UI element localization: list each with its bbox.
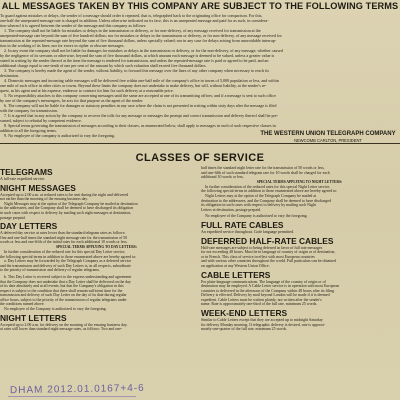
class-text-line: its obligation in such cases with respect to delivery by mailing such Night [201,203,316,208]
term-line: one-half the unrepeated message rate is charged in addition. Unless otherwise indicated on its face, this is an unrepeated message and paid for as such, in considera- [0,18,269,23]
class-text-line: for not exceeding 48 hours. Must be in language of country of origin or of destination, [201,250,336,255]
term-line: tion in the working of its lines; nor for errors in cipher or obscure messages. [0,43,125,48]
term-line: 1. The company shall not be liable for mistakes or delays in the transmission or delivery, or for non-delivery, of any message received for transmission at the [4,28,261,33]
class-title: NIGHT MESSAGES [0,182,76,193]
class-text-line: b. This Day Letter is received subject to the express understanding and agreement [4,274,132,279]
class-text-line: postage prepaid. [0,215,26,220]
class-text-line: for delivery Monday morning. If telegraphic delivery is desired, rate is approxi- [201,322,326,327]
class-title: TELEGRAMS [0,167,53,177]
class-text-line: to the priority of transmission and delivery of regular telegrams. [0,268,100,273]
term-line: by one of the company's messengers, he acts for that purpose as the agent of the sender. [0,98,144,103]
term-line: additional charge equal to one-tenth of one per cent of the amount by which such valuation shall exceed five thousand dollars. [0,63,207,68]
class-text-line: respect is subject to the condition that there shall remain sufficient time for the [0,288,123,293]
class-text-line: or in French. This class of service in effect with most European countries [201,254,315,259]
class-text-line: One and one-half times the standard night message rate for the transmission of 50 [0,235,128,240]
term-line: one mile of such office in other cities or towns. Beyond these limits the company does not undertake to make delivery, but will, without liability, at the sender's re- [0,83,267,88]
class-text-line: half times the standard night letter rate for the transmission of 50 words or less, [201,166,325,170]
classes-heading: CLASSES OF SERVICE [135,152,265,164]
left-column [0,166,193,332]
term-line: 7. It is agreed that in any action by the company to recover the tolls for any message or messages the prompt and correct transmission and delivery thereof shall be pre- [4,113,279,118]
class-subheading: SPECIAL TERMS APPLYING TO DAY LETTERS: [56,244,137,249]
class-text-line: the following special terms in addition to those enumerated above are hereby agreed to: [201,189,338,194]
class-text-line: Half-rate messages are subject to being deferred in favor of full rate messages [201,245,323,250]
term-line: transmission at the repeated-message rate beyond the sum of five thousand dollars, unless specially valued; nor in any case for delays arising from unavoidable interrup- [0,38,277,43]
archive-stamp: DHAM 2012.01.0167+4-6 [9,382,145,397]
terms-heading: ALL MESSAGES TAKEN BY THIS COMPANY ARE SUBJECT TO THE FOLLOWING TERMS [1,1,399,11]
term-line: sumed, subject to rebuttal by competent evidence. [0,118,82,123]
class-title: DAY LETTERS [0,221,58,232]
class-text-line: a. Day Letters may be forwarded by the Telegraph Company as a deferred service [4,259,132,264]
class-title: CABLE LETTERS [201,269,271,280]
class-text-line: mately one-quarter of the full rate, minimum 25 words. [201,327,288,332]
company-name: THE WESTERN UNION TELEGRAPH COMPANY [260,131,396,137]
term-line: destination. [0,73,19,78]
term-line: 6. The company will not be liable for damages or statutory penalties in any case where the claim is not presented in writing within sixty days after the message is filed [4,103,277,108]
class-text-line: not earlier than the morning of the ensuing business day. [0,197,88,202]
class-text-line: countries to delivered in the afternoon of the Company within 48 hours after its filing. [201,288,335,293]
class-text-line: In further consideration of the reduced rate for this special Day Letter service, [4,249,126,254]
class-text-line: and one-fifth of such standard telegram rate for 10 words shall be charged for each [201,170,330,175]
class-text-line: at rates still lower than standard night message rates, as follows: Two and one- [0,327,123,332]
class-text-line: words or less and one-fifth of the initial rates for each additional 10 words or less. [0,240,128,245]
class-text-line: destination to the addressees, and the Company shall be deemed to have discharged [201,198,331,203]
term-line: 5. No responsibility attaches to this company concerning messages until the same are accepted at one of its transmitting offices; and if a message is sent to such office [4,93,276,98]
term-line: 3. The company is hereby made the agent of the sender, without liability, to forward this message over the lines of any other company when necessary to reach its [4,68,269,73]
class-text-line: of its date absolutely and at all events; but that the Company's obligation in this [0,284,124,289]
company-signature [260,131,396,143]
term-line: 9. No employee of the company is authorized to vary the foregoing. [4,133,116,138]
term-line: stated in writing by the sender thereof at the time the message is tendered for transmission, and unless the repeated-message rate is paid or agreed to be paid, and an [0,58,269,63]
class-title: NIGHT LETTERS [0,312,67,323]
class-text-line: office hours, subject to the priority of the transmission of regular telegrams under [0,297,127,302]
class-title: WEEK-END LETTERS [201,308,288,319]
term-line: with the company for transmission. [0,108,58,113]
term-line: To guard against mistakes or delays, the sender of a message should order it repeated, that is, telegraphed back to the originating office for comparison. For this, [0,13,263,18]
class-text-line: Night Letters may at the option of the Telegraph Company be mailed at [205,193,317,198]
term-line: 4. Domestic messages and incoming cable messages will be delivered free within one-half mile of the company's office in towns of 5,000 population or less, and within [4,78,279,83]
class-text-line: on application at any Western Union Office. [201,263,270,268]
class-text-line: Night Messages may at the option of the Telegraph Company be mailed at destination [4,201,138,206]
company-president: NEWCOMB CARLTON, PRESIDENT [294,138,362,143]
class-text-line: name. Rate is approximately one-third of the full rate, minimum 25 words. [201,302,318,307]
terms-list [0,13,400,138]
class-text-line: No employee of the Company is authorized to vary the foregoing. [4,307,107,312]
section-divider [0,143,400,144]
class-text-line: and with various other countries throughout the world. Full particulars can be obtained [201,259,336,264]
class-text-line: Similar to Cable Letters except that they are accepted up to midnight Saturday [201,318,323,323]
class-text-line: to the addressees, and the Company shall be deemed to have discharged its obligation [0,206,134,211]
class-text-line: A deferred day service at rates lower than the standard telegram rates as follows: [0,231,126,236]
term-line: 8. Special terms governing the transmission of messages according to their classes, as enumerated below, shall apply to messages in each of such respective classes in [4,123,276,128]
term-line: addition to all the foregoing terms. [0,128,57,133]
stamp-underline [8,396,136,397]
term-line: unrepeated-message rate beyond the sum of five hundred dollars; nor for mistakes or delays in the transmission or delivery, or for non-delivery, of any message received for [0,33,282,38]
right-column [201,166,398,332]
class-text-line: the following special terms in addition to those enumerated above are hereby agreed to: [0,254,137,259]
class-text-line: Letters at destination, postage prepaid. [201,207,262,212]
class-text-line: An expedited service throughout. Code language permitted. [201,229,294,234]
class-text-line: A full-rate expedited service. [0,177,46,181]
class-text-line: No employee of the Company is authorized to vary the foregoing. [205,214,308,219]
class-text-line: transmission and delivery of such Day Letter on the day of its date during regular [0,293,127,298]
term-line: quest, as his agent and at his expense, endeavor to contract for him for such delivery at a reasonable price. [0,88,174,93]
class-title: DEFERRED HALF-RATE CABLES [201,235,334,246]
term-line: tion whereof it is agreed between the sender of the message and this company as follows: [0,23,147,28]
class-text-line: the conditions named above. [0,302,45,307]
class-subheading: SPECIAL TERMS APPLYING TO NIGHT LETTERS: [256,179,343,184]
class-text-line: Delivery is effected. Delivery by mail beyond London will be made if it is deemed [201,293,330,298]
term-line: by the negligence of its servants or otherwise, beyond the sum of five thousand dollars, at which amount each message is deemed to be valued, unless a greater value is [0,53,275,58]
class-text-line: Accepted up to 2.00 a.m. for delivery on the morning of the ensuing business day, [0,322,128,327]
class-text-line: expedient. Cable Letters must be written plainly, not written after the sender's [201,297,322,302]
class-text-line: Accepted up to 2.00 a.m. at reduced rates to be sent during the night and delivered [0,192,129,197]
class-text-line: that the Company does not undertake that a Day Letter shall be delivered on the day [0,279,131,284]
class-text-line: additional 10 words or less. [201,175,244,180]
class-text-line: destination may be employed. A Cable Letter service is in operation with most European [201,284,339,289]
class-text-line: and the transmission and delivery of such Day Letters is, in all respects, subordinate [0,263,131,268]
term-line: 2. In any event the company shall not be liable for damages for mistakes or delays in the transmission or delivery, or for the non-delivery, of any message, whether caused [4,48,283,53]
class-text-line: in such cases with respect to delivery by mailing such night messages at destination, [0,210,132,215]
class-text-line: In further consideration of the reduced rates for this special Night Letter service, [205,184,331,189]
class-text-line: For plain-language communications. The language of the country of origin or of [201,279,326,284]
class-title: FULL RATE CABLES [201,219,284,230]
